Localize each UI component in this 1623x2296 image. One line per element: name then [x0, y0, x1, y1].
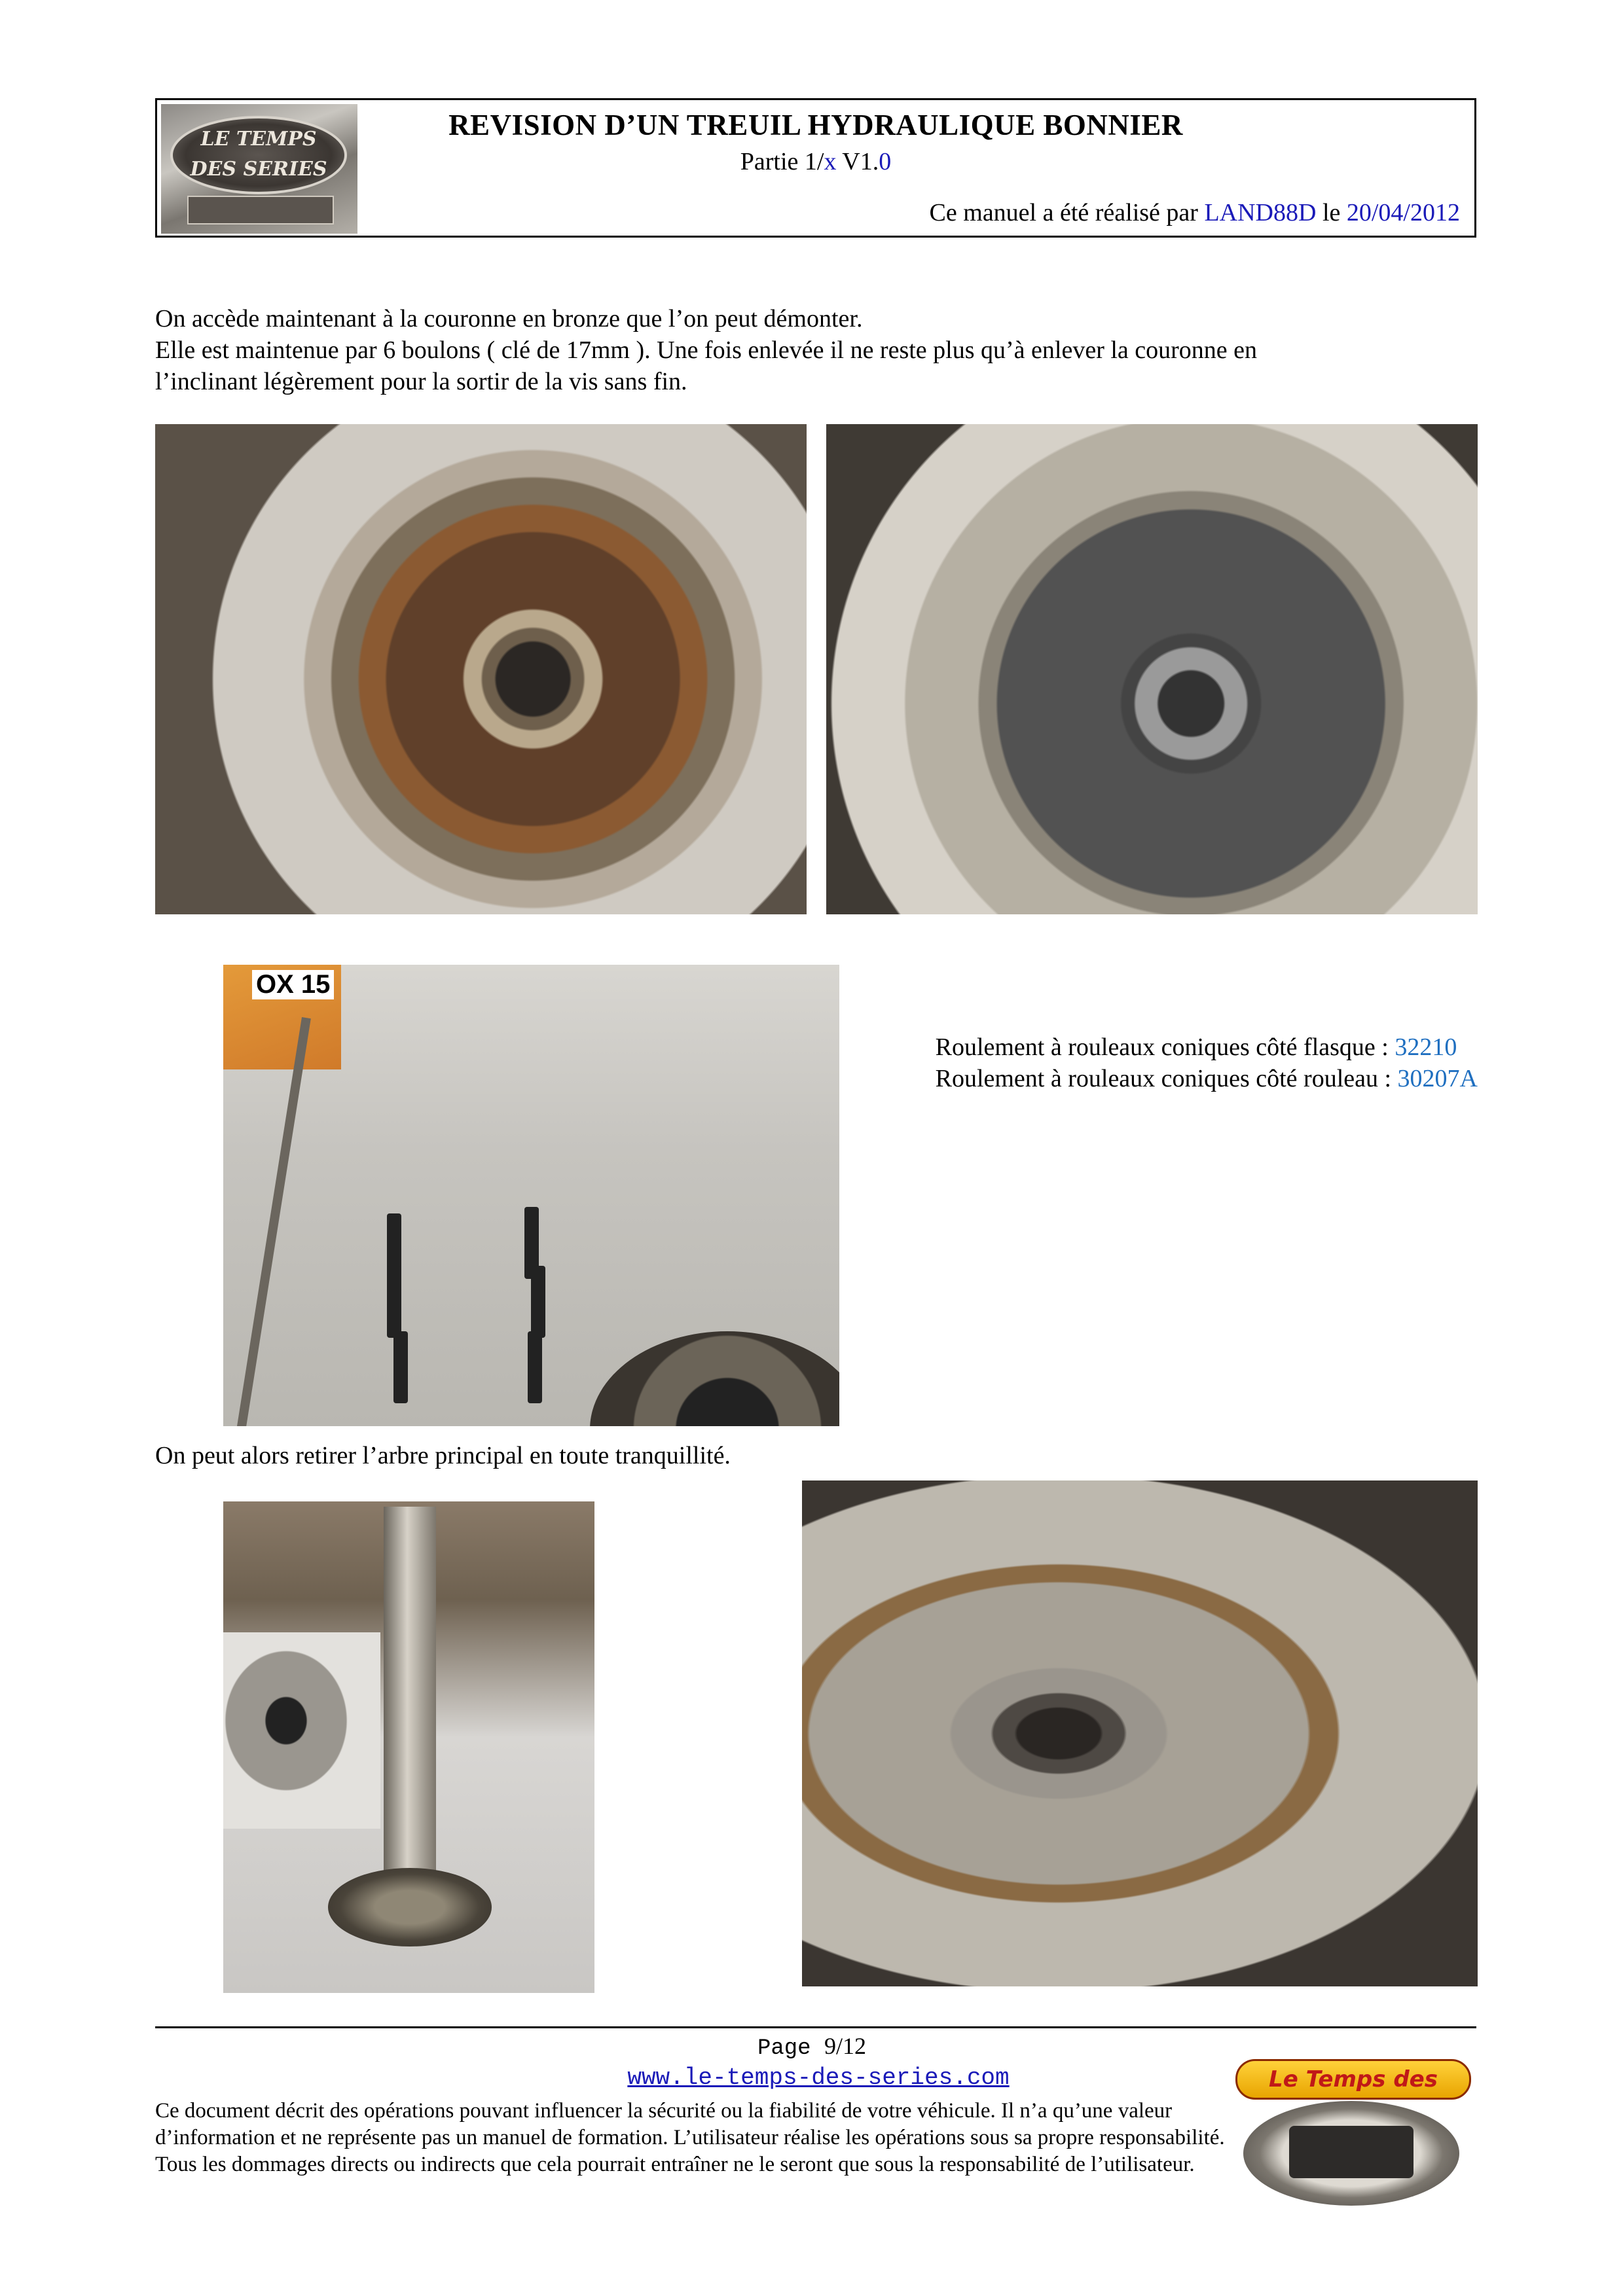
photo-empty-housing: [802, 1480, 1478, 1986]
footer-logo: [1230, 2054, 1476, 2211]
after-paragraph: On peut alors retirer l’arbre principal en toute tranquillité.: [155, 1442, 731, 1469]
author-line: [930, 198, 1460, 227]
bolt: [528, 1331, 542, 1403]
intro-line-1: On accède maintenant à la couronne en bronze que l’on peut démonter.: [155, 305, 863, 332]
part-version-prefix: V1.: [836, 148, 879, 175]
winch-housing: [223, 1632, 380, 1829]
oil-filter-label: OX 15: [252, 970, 334, 999]
bolt: [387, 1266, 401, 1338]
spec-label: Roulement à rouleaux coniques côté rouleau :: [935, 1065, 1398, 1092]
date-prefix: le: [1316, 199, 1347, 226]
shaft-flange: [328, 1868, 492, 1946]
disclaimer-text: Ce document décrit des opérations pouvant influencer la sécurité ou la fiabilité de votre véhicule. Il n’a qu’une valeur d’information et ne représente pas un manuel de formation. L’utilisateur réalise les opérations sous sa propre responsabilité. Tous les dommages directs ou indirects que cela pourrait entraîner ne le seront que sous la responsabilité de l’utilisateur.: [155, 2099, 1225, 2176]
author-name: LAND88D: [1204, 199, 1317, 226]
part-version-line: [157, 147, 1474, 176]
document-header: [155, 98, 1476, 238]
part-version-number: 0: [879, 148, 892, 175]
author-prefix: Ce manuel a été réalisé par: [929, 199, 1205, 226]
footer-divider: [155, 2026, 1476, 2028]
spec-value: 30207A: [1397, 1065, 1478, 1092]
logo-text-bottom: DES SERIES: [190, 158, 327, 181]
photo-bronze-crown-installed: [155, 424, 807, 914]
footer-logo-banner: Le Temps des: [1235, 2059, 1471, 2100]
photo-crown-removed: [826, 424, 1478, 914]
spec-row-flasque: [936, 1031, 1478, 1063]
page-number-value: 9/12: [824, 2033, 867, 2059]
intro-paragraph: [155, 303, 1438, 397]
part-x: x: [824, 148, 837, 175]
bolt: [531, 1266, 545, 1338]
part-prefix: Partie 1/: [740, 148, 824, 175]
bolt: [393, 1331, 408, 1403]
oil-filter-box: [223, 965, 341, 1069]
main-shaft: [384, 1507, 436, 1899]
photo-main-shaft: [223, 1501, 594, 1993]
photo-removed-bolts: [223, 965, 839, 1426]
logo-plate: [187, 196, 334, 224]
spec-row-rouleau: [936, 1063, 1478, 1094]
website-link[interactable]: www.le-temps-des-series.com: [627, 2064, 1010, 2091]
spec-value: 32210: [1395, 1033, 1457, 1061]
logo-text-top: LE TEMPS: [200, 128, 317, 151]
intro-line-2: Elle est maintenue par 6 boulons ( clé de 17mm ). Une fois enlevée il ne reste plus qu’à enlever la couronne en: [155, 336, 1258, 364]
spec-label: Roulement à rouleaux coniques côté flasque :: [935, 1033, 1395, 1061]
footer-logo-vehicle: [1289, 2126, 1413, 2178]
steel-rail: [236, 1017, 311, 1426]
page-word: Page: [757, 2036, 824, 2061]
page-number: [753, 2032, 871, 2061]
author-date: 20/04/2012: [1346, 199, 1460, 226]
intro-line-3: l’inclinant légèrement pour la sortir de la vis sans fin.: [155, 368, 687, 395]
bearing-specs: [936, 1031, 1478, 1094]
gear-housing: [590, 1331, 839, 1426]
document-title: REVISION D’UN TREUIL HYDRAULIQUE BONNIER: [448, 109, 1183, 141]
